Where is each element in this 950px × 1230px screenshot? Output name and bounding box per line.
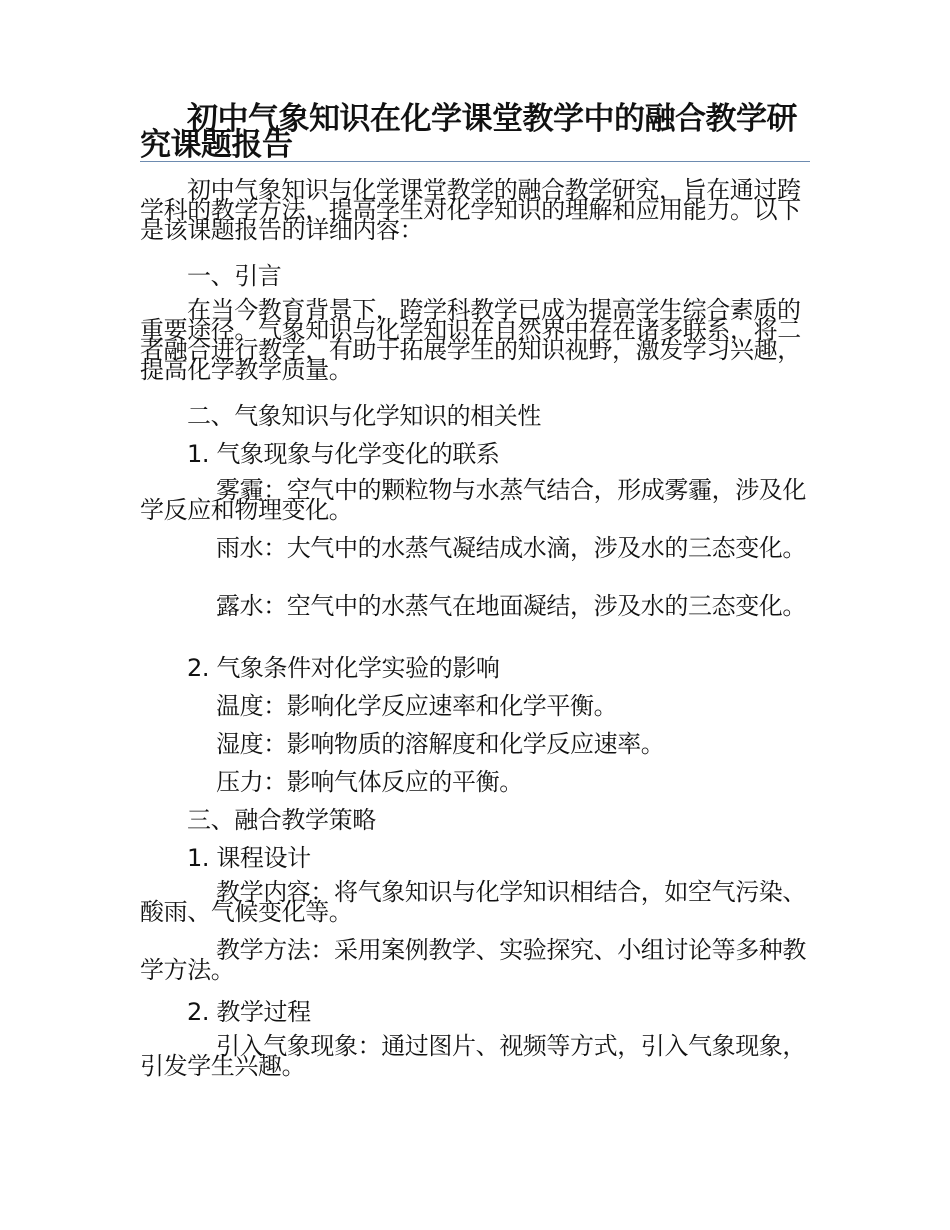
document-title: 初中气象知识在化学课堂教学中的融合教学研究课题报告: [140, 101, 797, 163]
list-item-methods: 教学方法：采用案例教学、实验探究、小组讨论等多种教学方法。: [140, 936, 806, 984]
section-heading-correlation: 二、气象知识与化学知识的相关性: [187, 402, 541, 430]
title-underline: [140, 161, 810, 162]
section-heading-introduction: 一、引言: [187, 262, 282, 290]
list-item-dew: 露水：空气中的水蒸气在地面凝结，涉及水的三态变化。: [216, 592, 806, 620]
subheading-phenomena-link: 1. 气象现象与化学变化的联系: [187, 440, 500, 468]
section-heading-strategy: 三、融合教学策略: [187, 806, 376, 834]
subheading-teaching-process: 2. 教学过程: [187, 998, 311, 1026]
subheading-course-design: 1. 课程设计: [187, 844, 311, 872]
list-item-introduce-phenomena: 引入气象现象：通过图片、视频等方式，引入气象现象，引发学生兴趣。: [140, 1032, 806, 1080]
list-item-rain: 雨水：大气中的水蒸气凝结成水滴，涉及水的三态变化。: [216, 534, 806, 562]
list-item-haze: 雾霾：空气中的颗粒物与水蒸气结合，形成雾霾，涉及化学反应和物理变化。: [140, 476, 806, 524]
list-item-pressure: 压力：影响气体反应的平衡。: [216, 768, 523, 796]
list-item-content: 教学内容：将气象知识与化学知识相结合，如空气污染、酸雨、气候变化等。: [140, 878, 806, 926]
list-item-temperature: 温度：影响化学反应速率和化学平衡。: [216, 692, 618, 720]
introduction-paragraph: 在当今教育背景下，跨学科教学已成为提高学生综合素质的重要途径。气象知识与化学知识在自然界中存在诸多联系，将二者融合进行教学，有助于拓展学生的知识视野，激发学习兴趣，提高化学教学质量。: [140, 296, 801, 384]
list-item-humidity: 湿度：影响物质的溶解度和化学反应速率。: [216, 730, 665, 758]
subheading-conditions-impact: 2. 气象条件对化学实验的影响: [187, 654, 500, 682]
intro-paragraph: 初中气象知识与化学课堂教学的融合教学研究，旨在通过跨学科的教学方法，提高学生对化学知识的理解和应用能力。以下是该课题报告的详细内容：: [140, 176, 801, 244]
